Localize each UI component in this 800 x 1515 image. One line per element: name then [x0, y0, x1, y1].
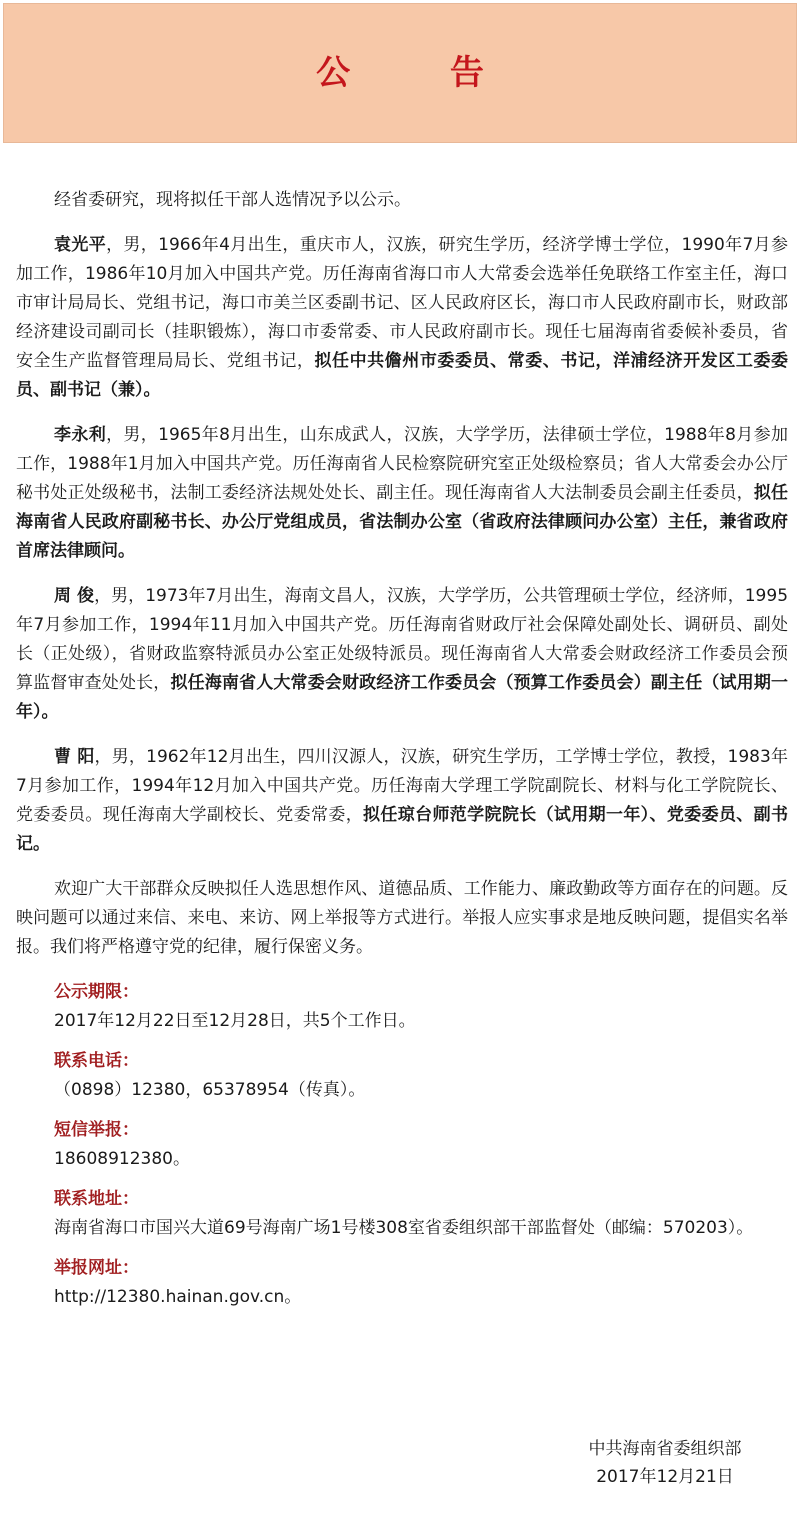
signature-date: 2017年12月21日: [596, 1467, 734, 1487]
person-name: 袁光平: [54, 235, 107, 255]
phone-value: （0898）12380，65378954（传真）。: [54, 1080, 366, 1100]
sms-value: 18608912380。: [54, 1149, 190, 1169]
address-section: [16, 1185, 788, 1243]
person-entry: [16, 421, 788, 566]
page-title: 公 告: [316, 52, 528, 93]
person-proposal: 拟任海南省人大常委会财政经济工作委员会（预算工作委员会）副主任（试用期一年）。: [16, 673, 789, 722]
person-proposal: 拟任海南省人民政府副秘书长、办公厅党组成员，省法制办公室（省政府法律顾问办公室）主任，兼省政府首席法律顾问。: [16, 483, 789, 561]
person-bio: ，男，1965年8月出生，山东成武人，汉族，大学学历，法律硕士学位，1988年8月参加工作，1988年1月加入中国共产党。历任海南省人民检察院研究室正处级检察员；省人大常委会办公厅秘书处正处级秘书，法制工委经济法规处处长、副主任。现任海南省人大法制委员会副主任委员，: [16, 425, 789, 503]
title-banner: [3, 3, 797, 143]
period-section: [16, 978, 788, 1036]
person-name: 周 俊: [54, 586, 95, 606]
web-section: [16, 1254, 788, 1312]
phone-label: 联系电话：: [54, 1051, 139, 1071]
person-bio: ，男，1973年7月出生，海南文昌人，汉族，大学学历，公共管理硕士学位，经济师，1995年7月参加工作，1994年11月加入中国共产党。历任海南省财政厅社会保障处副处长、调研员、副处长（正处级），省财政监察特派员办公室正处级特派员。现任海南省人大常委会财政经济工作委员会预算监督审查处处长，: [16, 586, 789, 693]
person-entry: [16, 743, 788, 859]
person-proposal: 拟任中共儋州市委委员、常委、书记，洋浦经济开发区工委委员、副书记（兼）。: [16, 351, 789, 400]
web-label: 举报网址：: [54, 1258, 139, 1278]
sms-label: 短信举报：: [54, 1120, 139, 1140]
person-name: 李永利: [54, 425, 107, 445]
person-name: 曹 阳: [54, 747, 95, 767]
period-value: 2017年12月22日至12月28日，共5个工作日。: [54, 1011, 416, 1031]
person-bio: ，男，1966年4月出生，重庆市人，汉族，研究生学历，经济学博士学位，1990年7月参加工作，1986年10月加入中国共产党。历任海南省海口市人大常委会选举任免联络工作室主任，海口市审计局局长、党组书记，海口市美兰区委副书记、区人民政府区长，海口市人民政府副市长，财政部经济建设司副司长（挂职锻炼），海口市委常委、市人民政府副市长。现任七届海南省委候补委员，省安全生产监督管理局局长、党组书记，: [16, 235, 789, 371]
sms-section: [16, 1116, 788, 1174]
person-proposal: 拟任琼台师范学院院长（试用期一年）、党委委员、副书记。: [16, 805, 789, 854]
welcome-text: 欢迎广大干部群众反映拟任人选思想作风、道德品质、工作能力、廉政勤政等方面存在的问题。反映问题可以通过来信、来电、来访、网上举报等方式进行。举报人应实事求是地反映问题，提倡实名举报。我们将严格遵守党的纪律，履行保密义务。: [16, 879, 788, 957]
web-value: http://12380.hainan.gov.cn。: [54, 1287, 302, 1307]
signature-org: 中共海南省委组织部: [588, 1439, 742, 1459]
address-value: 海南省海口市国兴大道69号海南广场1号楼308室省委组织部干部监督处（邮编：570203）。: [54, 1218, 754, 1238]
signature-block: [560, 1435, 770, 1491]
phone-section: [16, 1047, 788, 1105]
intro-text: 经省委研究，现将拟任干部人选情况予以公示。: [54, 190, 411, 210]
person-entry: [16, 231, 788, 405]
person-bio: ，男，1962年12月出生，四川汉源人，汉族，研究生学历，工学博士学位，教授，1983年7月参加工作，1994年12月加入中国共产党。历任海南大学理工学院副院长、材料与化工学院院长、党委委员。现任海南大学副校长、党委常委，: [16, 747, 788, 825]
person-entry: [16, 582, 788, 727]
address-label: 联系地址：: [54, 1189, 139, 1209]
announcement-body: [16, 186, 788, 1323]
period-label: 公示期限：: [54, 982, 139, 1002]
